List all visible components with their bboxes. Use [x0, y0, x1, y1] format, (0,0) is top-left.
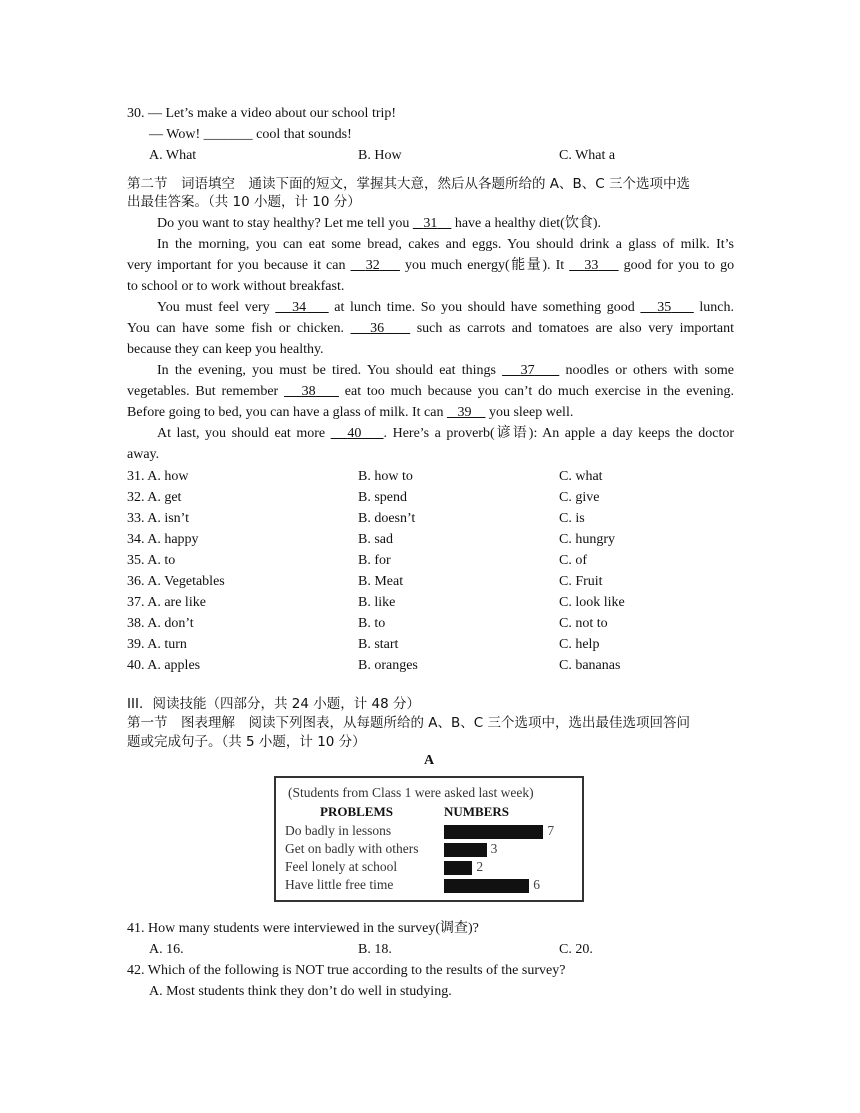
- passage-p5-line2: away.: [127, 447, 160, 462]
- q30-option-a: A. What: [149, 148, 197, 163]
- chart-value-label: 2: [476, 859, 484, 874]
- option-40-c: C. bananas: [559, 658, 621, 673]
- blank-33: 33: [584, 258, 599, 273]
- option-37-b: B. like: [358, 595, 396, 610]
- blank-39: 39: [457, 405, 472, 420]
- q41-question: 41. How many students were interviewed in the survey(调查)?: [127, 921, 479, 936]
- passage-p2-line3: to school or to work without breakfast.: [127, 279, 345, 294]
- blank-32: 32: [365, 258, 380, 273]
- option-39-a: 39. A. turn: [127, 637, 187, 652]
- chart-category-label: Get on badly with others: [285, 841, 419, 856]
- option-40-a: 40. A. apples: [127, 658, 201, 673]
- passage-p3-line1: You must feel very 34 at lunch time. So you should have something good 35 lunch.: [157, 300, 734, 315]
- survey-chart: [274, 776, 584, 902]
- chart-category-label: Feel lonely at school: [285, 859, 398, 874]
- option-34-c: C. hungry: [559, 532, 615, 547]
- option-33-a: 33. A. isn’t: [127, 511, 189, 526]
- option-36-c: C. Fruit: [559, 574, 603, 589]
- chart-category-label: Do badly in lessons: [285, 823, 392, 838]
- q42-question: 42. Which of the following is NOT true according to the results of the survey?: [127, 963, 566, 978]
- chart-value-label: 7: [547, 823, 555, 838]
- chart-col-header-numbers: NUMBERS: [444, 804, 510, 819]
- chart-bar: [444, 861, 472, 875]
- blank-31: 31: [423, 216, 438, 231]
- option-38-b: B. to: [358, 616, 386, 631]
- option-35-a: 35. A. to: [127, 553, 176, 568]
- option-36-a: 36. A. Vegetables: [127, 574, 225, 589]
- option-31-a: 31. A. how: [127, 469, 189, 484]
- q30-line2: — Wow! _______ cool that sounds!: [149, 127, 352, 142]
- blank-40: 40: [347, 426, 362, 441]
- blank-36: 36: [370, 321, 385, 336]
- passage-p5-line1: At last, you should eat more 40 . Here’s a proverb(谚语): An apple a day keeps the doctor: [157, 426, 734, 441]
- blank-34: 34: [292, 300, 307, 315]
- blank-37: 37: [520, 363, 535, 378]
- q41-option-c: C. 20.: [559, 942, 593, 957]
- option-32-c: C. give: [559, 490, 600, 505]
- section3-title: III．阅读技能（四部分，共 24 小题，计 48 分）: [127, 696, 420, 712]
- option-40-b: B. oranges: [358, 658, 418, 673]
- section2-heading-line2: 出最佳答案。（共 10 小题，计 10 分）: [127, 194, 361, 210]
- q30-option-b: B. How: [358, 148, 402, 163]
- passage-p4-line3: Before going to bed, you can have a glass of milk. It can 39 you sleep well.: [127, 405, 574, 420]
- chart-bar: [444, 879, 529, 893]
- passage-p4-line2: vegetables. But remember 38 eat too much because you can’t do much exercise in the evening.: [127, 384, 734, 399]
- chart-col-header-problems: PROBLEMS: [320, 804, 393, 819]
- option-38-a: 38. A. don’t: [127, 616, 194, 631]
- option-33-b: B. doesn’t: [358, 511, 416, 526]
- passage-p1: [157, 213, 601, 234]
- section3-subheading-line2: 题或完成句子。（共 5 小题，计 10 分）: [127, 734, 366, 750]
- option-39-c: C. help: [559, 637, 600, 652]
- option-31-c: C. what: [559, 469, 603, 484]
- option-36-b: B. Meat: [358, 574, 404, 589]
- blank-38: 38: [301, 384, 316, 399]
- section3-subheading-line1: 第一节 图表理解 阅读下列图表，从每题所给的 A、B、C 三个选项中，选出最佳选项回答问: [127, 715, 691, 731]
- chart-value-label: 6: [533, 877, 540, 892]
- chart-value-label: 3: [490, 841, 498, 856]
- option-37-c: C. look like: [559, 595, 625, 610]
- passage-p3-line3: because they can keep you healthy.: [127, 342, 324, 357]
- blank-35: 35: [657, 300, 672, 315]
- passage-p2-line1: In the morning, you can eat some bread, cakes and eggs. You should drink a glass of milk. It’s: [157, 237, 734, 252]
- passage-label-a: A: [424, 753, 435, 768]
- option-39-b: B. start: [358, 637, 399, 652]
- passage-p3-line2: You can have some fish or chicken. 36 such as carrots and tomatoes are also very important: [127, 321, 734, 336]
- option-35-b: B. for: [358, 553, 391, 568]
- passage-text: Do you want to stay healthy? Let me tell you: [157, 216, 410, 231]
- option-34-a: 34. A. happy: [127, 532, 199, 547]
- chart-bar: [444, 825, 543, 839]
- passage-p2-line2: very important for you because it can 32 you much energy(能量). It 33 good for you to go: [127, 258, 734, 273]
- option-35-c: C. of: [559, 553, 587, 568]
- chart-category-label: Have little free time: [285, 877, 394, 892]
- option-32-a: 32. A. get: [127, 490, 182, 505]
- option-34-b: B. sad: [358, 532, 393, 547]
- option-32-b: B. spend: [358, 490, 407, 505]
- option-33-c: C. is: [559, 511, 585, 526]
- section2-heading-line1: 第二节 词语填空 通读下面的短文，掌握其大意，然后从各题所给的 A、B、C 三个选项中选: [127, 176, 691, 192]
- option-38-c: C. not to: [559, 616, 608, 631]
- chart-title: (Students from Class 1 were asked last week): [288, 785, 534, 800]
- q41-option-b: B. 18.: [358, 942, 392, 957]
- q30-option-c: C. What a: [559, 148, 616, 163]
- option-31-b: B. how to: [358, 469, 413, 484]
- q30-line1: 30. — Let’s make a video about our school trip!: [127, 106, 397, 121]
- q42-option-a: A. Most students think they don’t do well in studying.: [149, 984, 452, 999]
- chart-bar: [444, 843, 487, 857]
- option-37-a: 37. A. are like: [127, 595, 206, 610]
- q41-option-a: A. 16.: [149, 942, 184, 957]
- passage-p4-line1: In the evening, you must be tired. You should eat things 37 noodles or others with some: [157, 363, 734, 378]
- passage-text: have a healthy diet(饮食).: [454, 216, 601, 231]
